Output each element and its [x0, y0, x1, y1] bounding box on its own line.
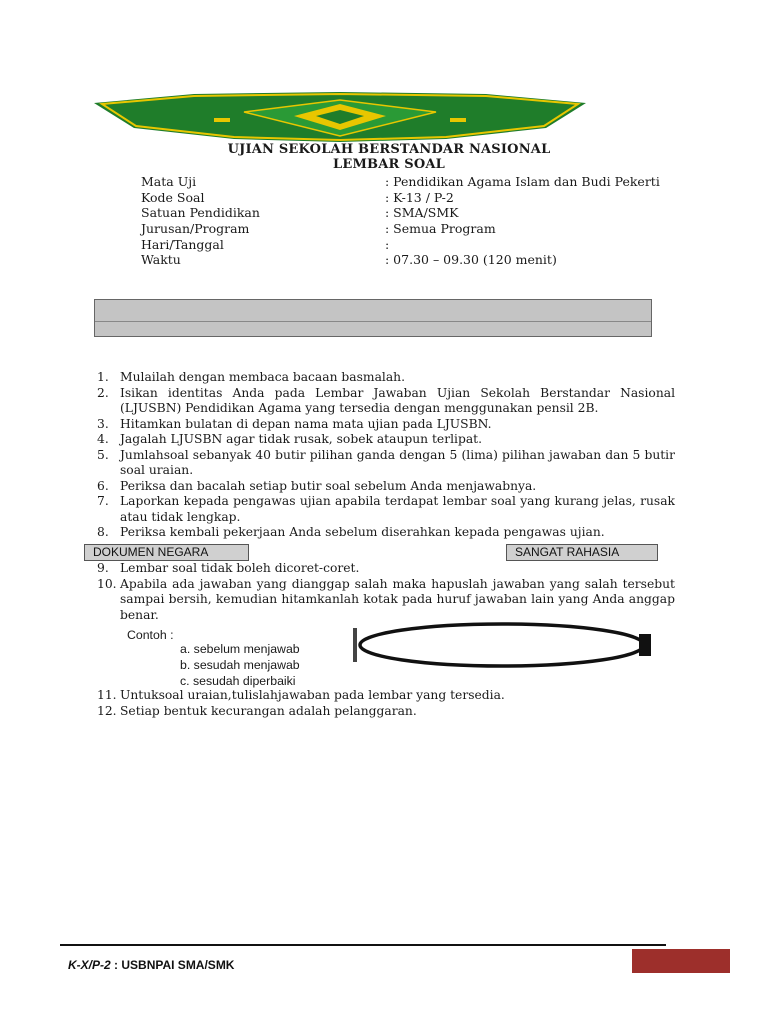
list-item: 7. Laporkan kepada pengawas ujian apabila terdapat lembar soal yang kurang jelas, rusak atau tidak lengkap.	[97, 494, 675, 524]
list-item: 6. Periksa dan bacalah setiap butir soal sebelum Anda menjawabnya.	[97, 478, 537, 493]
instructions-header-box	[94, 299, 652, 337]
list-item: 11. Untuksoal uraian,tulislahjawaban pada lembar yang tersedia.	[97, 688, 505, 702]
instruction-list-final	[97, 688, 675, 719]
exam-title: UJIAN SEKOLAH BERSTANDAR NASIONAL	[227, 142, 551, 157]
example-item: c. sesudah diperbaiki	[180, 674, 296, 688]
list-item: 10. Apabila ada jawaban yang dianggap salah maka hapuslah jawaban yang salah tersebut sampai bersih, kemudian hitamkanlah kotak pada huruf jawaban lain yang Anda anggap benar.	[97, 576, 675, 622]
sheet-title: LEMBAR SOAL	[333, 157, 445, 172]
info-value: :	[385, 237, 390, 252]
stamp-sangat-rahasia: SANGAT RAHASIA	[506, 544, 658, 561]
school-emblem-logo	[94, 92, 586, 142]
answer-bubble-example-image	[353, 620, 651, 670]
stamp-dokumen-negara: DOKUMEN NEGARA	[84, 544, 249, 561]
info-value: : K-13 / P-2	[385, 190, 454, 205]
list-item: 3. Hitamkan bulatan di depan nama mata ujian pada LJUSBN.	[97, 416, 492, 431]
info-label: Jurusan/Program	[141, 221, 250, 236]
info-label: Waktu	[141, 252, 181, 267]
footer-subject: USBNPAI SMA/SMK	[121, 958, 235, 972]
footer-label	[68, 958, 234, 972]
info-value: : Pendidikan Agama Islam dan Budi Pekerti	[385, 174, 660, 189]
list-item: 4. Jagalah LJUSBN agar tidak rusak, sobek ataupun terlipat.	[97, 432, 482, 446]
info-label: Kode Soal	[141, 190, 205, 205]
list-item: 2. Isikan identitas Anda pada Lembar Jawaban Ujian Sekolah Berstandar Nasional (LJUSBN) Pendidikan Agama yang tersedia dengan menggunakan pensil 2B.	[97, 385, 675, 415]
footer-code: K-X/P-2	[68, 958, 111, 972]
info-value: : SMA/SMK	[385, 205, 459, 220]
example-item: a. sebelum menjawab	[180, 642, 300, 656]
list-item: 8. Periksa kembali pekerjaan Anda sebelum diserahkan kepada pengawas ujian.	[97, 525, 605, 539]
divider	[95, 321, 651, 322]
info-label: Mata Uji	[141, 174, 197, 189]
instruction-list-continued	[97, 561, 675, 623]
list-item: 1. Mulailah dengan membaca bacaan basmalah.	[97, 370, 406, 384]
example-label: Contoh :	[127, 628, 174, 642]
info-value: : Semua Program	[385, 221, 496, 236]
info-label: Hari/Tanggal	[141, 237, 224, 252]
list-item: 5. Jumlahsoal sebanyak 40 butir pilihan ganda dengan 5 (lima) pilihan jawaban dan 5 butir soal uraian.	[97, 447, 675, 477]
info-value: : 07.30 – 09.30 (120 menit)	[385, 252, 557, 267]
footer-separator: :	[110, 958, 122, 972]
example-item: b. sesudah menjawab	[180, 658, 300, 672]
list-item: 12. Setiap bentuk kecurangan adalah pelanggaran.	[97, 703, 417, 718]
instruction-list	[97, 370, 675, 541]
info-label: Satuan Pendidikan	[141, 205, 260, 220]
list-item: 9. Lembar soal tidak boleh dicoret-coret.	[97, 561, 360, 575]
footer-accent-box	[632, 949, 730, 973]
footer-divider	[60, 944, 666, 946]
